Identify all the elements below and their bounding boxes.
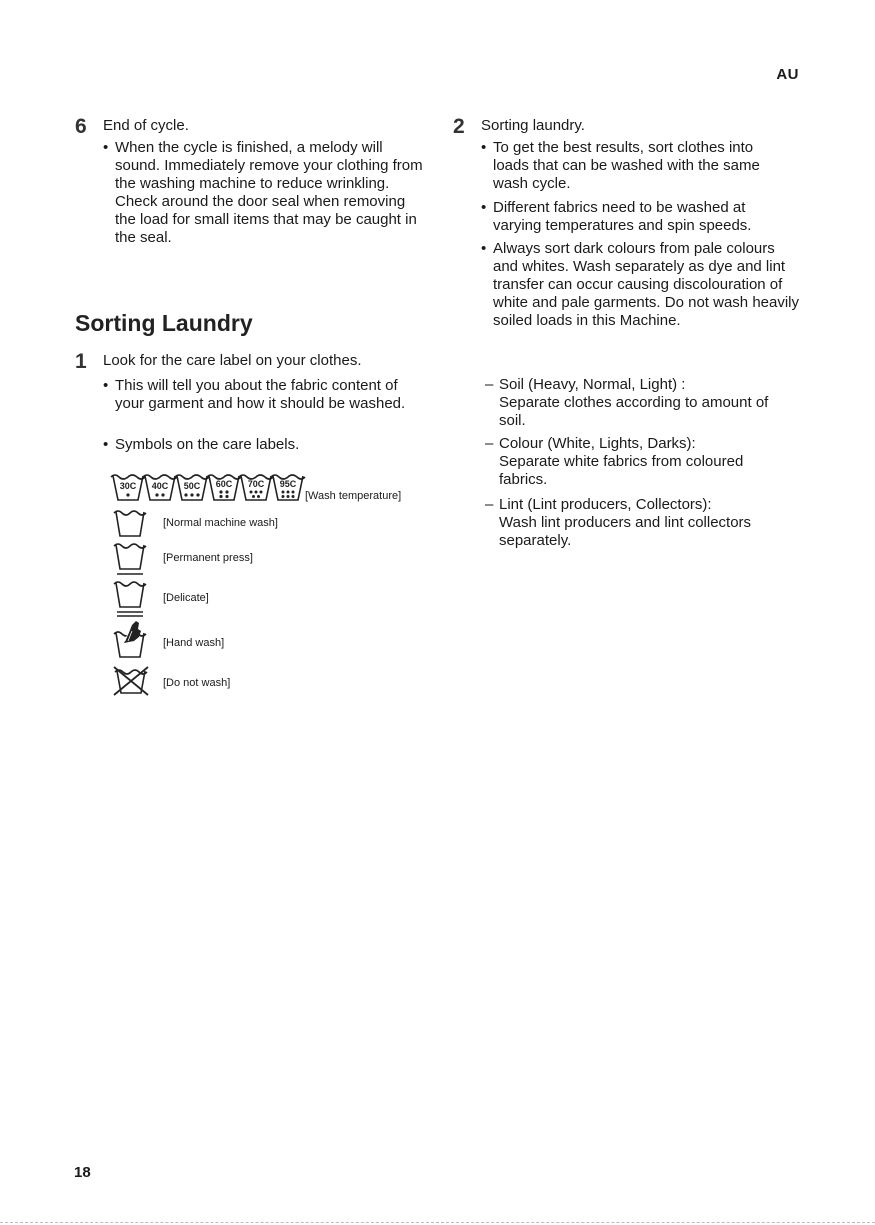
temp-30c: 30C <box>119 481 137 491</box>
lint-item: – Lint (Lint producers, Collectors): Wash lint producers and lint collectors separately. <box>485 496 795 550</box>
colour-title: Colour (White, Lights, Darks): <box>499 435 696 452</box>
soil-title: Soil (Heavy, Normal, Light) : <box>499 376 686 393</box>
normal-wash-label: [Normal machine wash] <box>163 517 278 529</box>
step-6-title: End of cycle. <box>103 117 189 134</box>
step-6-bullet-text: When the cycle is finished, a melody will sound. Immediately remove your clothing from the washing machine to reduce wrinkling. Check around the door seal when removing the load for small items that may be caught in the seal. <box>115 139 423 246</box>
bullet-dot: • <box>103 436 109 453</box>
lint-title: Lint (Lint producers, Collectors): <box>499 496 712 513</box>
step-6-number: 6 <box>75 115 87 138</box>
step-2-number: 2 <box>453 115 465 138</box>
bullet-dot: • <box>481 139 487 156</box>
step-2-bullet-3 <box>481 240 801 330</box>
step-2-title: Sorting laundry. <box>481 117 585 134</box>
normal-wash-icon <box>112 506 148 540</box>
step-1-number: 1 <box>75 350 87 373</box>
tub-40c-icon <box>143 475 177 500</box>
step-1-bullet-1 <box>103 377 413 413</box>
lint-desc: Wash lint producers and lint collectors separately. <box>499 514 752 549</box>
temp-50c: 50C <box>183 481 201 491</box>
hand-wash-icon <box>112 619 148 661</box>
temp-95c: 95C <box>279 479 297 489</box>
soil-desc: Separate clothes according to amount of soil. <box>499 394 769 429</box>
bullet-dot: • <box>481 240 487 257</box>
step-1-bullet-1-text: This will tell you about the fabric content of your garment and how it should be washed. <box>115 377 406 412</box>
delicate-icon <box>112 577 148 619</box>
region-code: AU <box>776 66 799 83</box>
colour-desc: Separate white fabrics from coloured fabrics. <box>499 453 744 488</box>
step-1-title: Look for the care label on your clothes. <box>103 352 362 369</box>
temp-60c: 60C <box>215 479 233 489</box>
wash-temperature-icons <box>110 470 310 506</box>
colour-item: – Colour (White, Lights, Darks): Separate white fabrics from coloured fabrics. <box>485 435 795 489</box>
tub-60c-icon <box>207 475 241 500</box>
delicate-label: [Delicate] <box>163 592 209 604</box>
temp-70c: 70C <box>247 479 265 489</box>
permanent-press-label: [Permanent press] <box>163 552 253 564</box>
page-number: 18 <box>74 1164 91 1181</box>
permanent-press-icon <box>112 539 148 577</box>
tub-95c-icon <box>271 475 305 500</box>
page-bottom-rule <box>0 1222 875 1223</box>
do-not-wash-label: [Do not wash] <box>163 677 231 689</box>
soil-item: – Soil (Heavy, Normal, Light) : Separate clothes according to amount of soil. <box>485 376 795 430</box>
bullet-dot: • <box>103 377 109 394</box>
step-2-bullet-1 <box>481 139 791 193</box>
step-1-bullet-2-text: Symbols on the care labels. <box>115 436 300 453</box>
step-2-bullet-2-text: Different fabrics need to be washed at varying temperatures and spin speeds. <box>493 199 752 234</box>
bullet-dot: • <box>481 199 487 216</box>
wash-temperature-label: [Wash temperature] <box>305 490 402 502</box>
section-heading: Sorting Laundry <box>75 310 253 336</box>
tub-30c-icon <box>111 475 145 500</box>
do-not-wash-icon <box>112 665 150 697</box>
step-6-bullet <box>103 139 423 247</box>
step-2-bullet-1-text: To get the best results, sort clothes into loads that can be washed with the same wash cycle. <box>493 139 760 192</box>
bullet-dot: • <box>103 139 109 156</box>
hand-wash-label: [Hand wash] <box>163 637 225 649</box>
tub-70c-icon <box>239 475 273 500</box>
step-1-bullet-2 <box>103 436 423 454</box>
tub-50c-icon <box>175 475 209 500</box>
temp-40c: 40C <box>151 481 169 491</box>
step-2-bullet-2 <box>481 199 791 235</box>
step-2-bullet-3-text: Always sort dark colours from pale colours and whites. Wash separately as dye and lint transfer can occur causing discolouration of white and pale garments. Do not wash heavily soiled loads in this Machine. <box>493 240 800 329</box>
